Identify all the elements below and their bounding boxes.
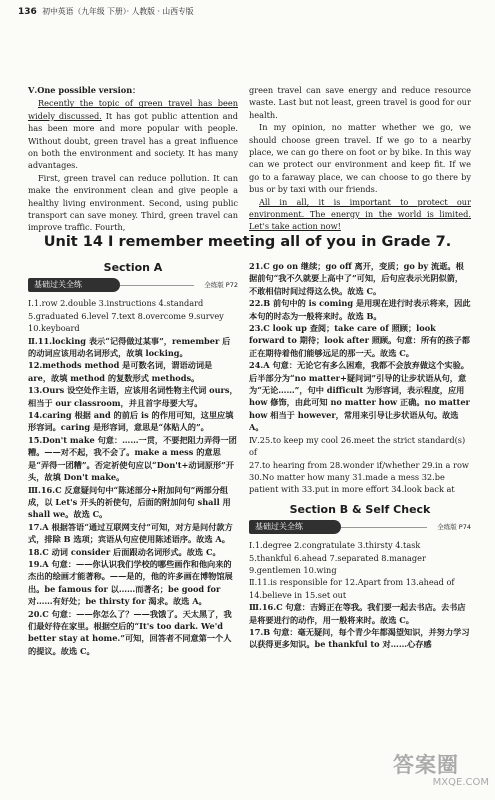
divider <box>341 527 427 528</box>
essay-title: Ⅴ.One possible version： <box>28 85 141 95</box>
answer-line: 15.Don't make 句意：……一贯，不要把阻力弄得一团糟。——对不起，我不会了。make a mess 的意思是“弄得一团糟”。否定祈使句应以“Don't+动词原形”开头，故填 Don't make。 <box>28 434 237 483</box>
answer-line: 19.A 句意：——你认识我们学校的哪些画作和他向来的杰出的绘画才能著称。——是的，他的许多画在博物馆展出。be famous for 以……而著名；be good for 对……有好处；be thirsty for 渴求。故选 A。 <box>28 558 233 607</box>
essay-sentence: green travel can save energy and reduce resource waste. Last but not least, green travel is good for our health. <box>249 85 471 120</box>
watermark-text: 答案圈 <box>393 753 459 777</box>
watermark-url: MXQE.COM <box>432 777 489 788</box>
answer-line: 13.Ours 设空处作主语，应该用名词性物主代词 ours，相当于 our classroom，并且首字母要大写。 <box>28 385 238 408</box>
page-number: 136 <box>18 7 37 17</box>
watermark-logo <box>393 753 489 793</box>
book-title: 初中英语（九年级 下册）· 人教版 · 山西专版 <box>42 7 194 16</box>
essay-sentence: All in all, it is important to protect our environment. The energy in the world is limited. Let's take action now! <box>249 196 471 232</box>
answer-line: 17.B 句意：毫无疑问，每个青少年都渴望知识，并努力学习以获得更多知识。be thankful to 对……心存感 <box>249 626 470 650</box>
essay-left-column <box>28 84 238 236</box>
answer-line: 21.C go on 继续；go off 离开，变质；go by 流逝。根据前句“我不久就要上高中了”可知，后句应表示光阴似箭，不敢相信时间过得这么快。故选 C。 <box>249 261 464 296</box>
answer-line: 5.thankful 6.ahead 7.separated 8.manager <box>249 552 426 563</box>
answer-line: Ⅰ.1.row 2.double 3.instructions 4.standard <box>28 298 204 309</box>
answer-line: Ⅲ.16.C 句意：吉姆正在等我。我们要一起去书店。去书店是将要进行的动作，用一般将来时。故选 C。 <box>249 602 466 625</box>
answer-line: Ⅲ.16.C 反意疑问句中“陈述部分+附加问句”两部分组成，以 Let's 开头的祈使句，后面的附加问句 shall 用 shall we。故选 C。 <box>28 484 231 520</box>
answer-line: 14.caring 根据 and 的前后 is 的作用可知，这里应填形容词。caring 是形容词，意思是“体贴人的”。 <box>28 410 234 433</box>
answer-line: 10.keyboard <box>28 323 80 334</box>
answer-line: 30.No matter how many 31.made a mess 32.be patient with 33.put in more effort 34.look back at <box>249 471 455 495</box>
section-a-right-column <box>249 260 471 797</box>
essay-right-column <box>249 84 471 236</box>
essay-sentence: First, green travel can reduce pollution. It can make the environment clean and give people a healthy living environment. Second, using public transport can save money. Third, green travel can improve traffic. Fourth, <box>28 172 238 233</box>
answer-line: 24.A 句意：无论它有多么困难，我都不会放弃做这个实验。后半部分为“no matter+疑问词”引导的让步状语从句，意为“无论……”，句中 difficult 为形容词，表示程度，应用 how 修饰，由此可知 no matter how 正确。no matter how 相当于 however，常用来引导让步状语从句。故选 A。 <box>249 360 470 433</box>
answer-line: 22.B 前句中的 is coming 是用现在进行时表示将来，因此本句的时态为一般将来时。故选 B。 <box>249 298 471 321</box>
essay-left-text <box>28 97 238 233</box>
answer-line: 20.C 句意：——你怎么了？——我饿了。天太黑了，我们最好待在家里。根据空后的“It's too dark. We'd better stay at home.”可知，回答者不同意第一个人的提议。故选 C。 <box>28 608 232 656</box>
answers-list <box>249 539 471 651</box>
essay-right-text <box>249 84 471 233</box>
practice-label: 基础过关全练 <box>28 278 120 292</box>
page-reference: 全练版 P74 <box>437 523 471 532</box>
essay-sentence: In my opinion, no matter whether we go, we should choose green travel. If we go to a nearby place, we can go there on foot or by bike. In this way can we protect our environment and keep fit. If we go to a faraway place, we can choose to go there by bus or by taxi with our friends. <box>249 122 471 195</box>
practice-label: 基础过关全练 <box>249 520 341 534</box>
section-b-practice-bar <box>249 520 471 536</box>
answer-line: 18.C 动词 consider 后面跟动名词形式。故选 C。 <box>28 546 221 557</box>
answer-line: 27.to hearing from 28.wonder if/whether 29.in a row <box>249 459 469 470</box>
page-reference: 全练版 P72 <box>204 281 238 290</box>
answer-line: 23.C look up 查阅；take care of 照顾；look forward to 期待；look after 照顾。句意：所有的孩子都正在期待着他们能够远足的那一天。故选 C。 <box>249 323 470 358</box>
answer-line: Ⅳ.25.to keep my cool 26.meet the strict standard(s) of <box>249 434 466 458</box>
answer-line: 17.A 根据答语“通过互联网支付”可知，对方是问付款方式，排除 B 选项；宾语从句应使用陈述语序。故选 A。 <box>28 521 233 545</box>
answer-line: 9.gentlemen 10.wing <box>249 564 337 575</box>
answer-line: Ⅰ.1.degree 2.congratulate 3.thirsty 4.task <box>249 540 421 551</box>
section-a-left-column <box>28 260 238 760</box>
section-a-practice-bar <box>28 278 238 294</box>
answers-list <box>28 297 238 657</box>
answer-line: Ⅱ.11.locking 表示“记得做过某事”，remember 后的动词应该用动名词形式，故填 locking。 <box>28 335 231 359</box>
answer-line: 5.graduated 6.level 7.text 8.overcome 9.survey <box>28 310 224 321</box>
unit-title: Unit 14 I remember meeting all of you in Grade 7. <box>43 234 452 250</box>
essay-sentence: Recently the topic of green travel has been widely discussed. <box>28 98 238 121</box>
answers-list <box>249 260 471 496</box>
answer-line: Ⅱ.11.is responsible for 12.Apart from 13.ahead of <box>249 577 455 588</box>
section-a-title: Section A <box>103 261 163 274</box>
answer-line: 14.believe in 15.set out <box>249 589 347 600</box>
section-b-title: Section B & Self Check <box>289 502 431 516</box>
answer-line: 12.methods method 是可数名词，谓语动词是 are，故填 method 的复数形式 methods。 <box>28 360 213 383</box>
essay-sentence: It has got public attention and has been more and more popular with people. Without doubt, green travel has a great influence on both the environment and society. It has many advantages. <box>28 110 238 171</box>
divider <box>120 285 194 286</box>
page-header <box>18 6 478 20</box>
